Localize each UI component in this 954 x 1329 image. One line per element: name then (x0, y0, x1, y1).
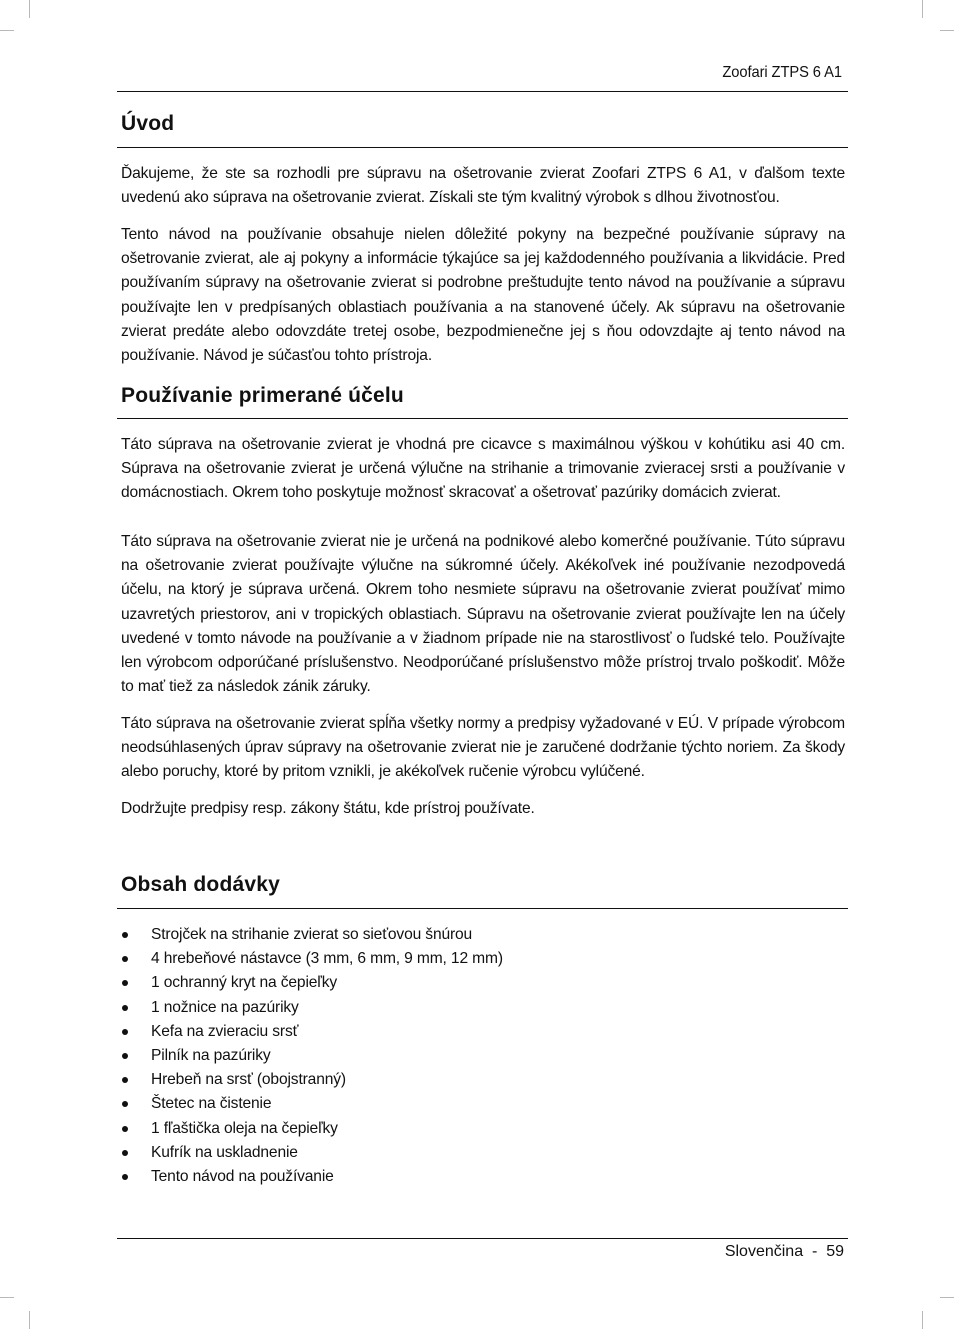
header-rule (117, 91, 848, 92)
list-item: Štetec na čistenie (121, 1092, 503, 1116)
section-title-package-contents: Obsah dodávky (121, 873, 280, 896)
paragraph: Táto súprava na ošetrovanie zvierat nie je určená na podnikové alebo komerčné používanie. Túto súpravu na ošetrovanie zvierat používajte výlučne na súkromné účely. Akékoľvek iné používanie nezodpovedá účelu, na ktorý je súprava určená. Okrem toho nesmiete súpravu na ošetrovanie zvierat používať mimo uzavretých priestorov, ani v tropických oblastiach. Súpravu na ošetrovanie zvierat používajte len na účely uvedené v tomto návode na používanie a v žiadnom prípade nie na starostlivosť o ľudské telo. Používajte len výrobcom odporúčané príslušenstvo. Neodporúčané príslušenstvo môže prístroj trvalo poškodiť. Môže to mať tiež za následok zánik záruky. (121, 533, 845, 696)
footer-language: Slovenčina (724, 1243, 804, 1260)
package-contents-list (121, 923, 503, 1189)
crop-mark (29, 1311, 30, 1329)
crop-mark (922, 0, 923, 18)
bullet-icon (122, 1150, 128, 1156)
bullet-icon (122, 1077, 128, 1083)
list-item: 4 hrebeňové nástavce (3 mm, 6 mm, 9 mm, 12 mm) (121, 947, 503, 971)
list-item: 1 fľaštička oleja na čepieľky (121, 1117, 503, 1141)
crop-mark (940, 1297, 954, 1298)
page-number: 59 (826, 1243, 844, 1260)
crop-mark (0, 1297, 14, 1298)
crop-mark (940, 30, 954, 31)
page-footer: Slovenčina - 59 (724, 1243, 844, 1260)
bullet-icon (122, 956, 128, 962)
paragraph: Táto súprava na ošetrovanie zvierat spĺňa všetky normy a predpisy vyžadované v EÚ. V prípade výrobcom neodsúhlasených úprav súpravy na ošetrovanie zvierat nie je zaručené dodržanie týchto noriem. Za škody alebo poruchy, ktoré by pritom vznikli, je akékoľvek ručenie výrobcu vylúčené. (121, 715, 845, 781)
bullet-icon (122, 1126, 128, 1132)
section-rule (117, 908, 848, 909)
list-item: 1 nožnice na pazúriky (121, 996, 503, 1020)
list-item: Strojček na strihanie zvierat so sieťovou šnúrou (121, 923, 503, 947)
list-item: Tento návod na používanie (121, 1165, 503, 1189)
footer-rule (117, 1238, 848, 1239)
section-rule (117, 147, 848, 148)
paragraph: Táto súprava na ošetrovanie zvierat je vhodná pre cicavce s maximálnou výškou v kohútiku asi 40 cm. Súprava na ošetrovanie zvierat je určená výlučne na strihanie a trimovanie zvieracej srsti a používanie v domácnostiach. Okrem toho poskytuje možnosť skracovať a ošetrovať pazúriky domácich zvierat. (121, 436, 845, 502)
paragraph: Tento návod na používanie obsahuje nielen dôležité pokyny na bezpečné používanie súpravy na ošetrovanie zvierat, ale aj pokyny a informácie týkajúce sa jej každodenného používania a likvidácie. Pred používaním súpravy na ošetrovanie zvierat si podrobne preštudujte tento návod na používanie a súpravu používajte len v predpísaných oblastiach používania a na stanovené účely. Ak súpravu na ošetrovanie zvierat predáte alebo odovzdáte tretej osobe, bezpodmienečne jej s ňou odovzdajte aj tento návod na používanie. Návod je súčasťou tohto prístroja. (121, 226, 845, 365)
crop-mark (0, 30, 14, 31)
paragraph: Dodržujte predpisy resp. zákony štátu, kde prístroj používate. (121, 800, 535, 817)
running-header: Zoofari ZTPS 6 A1 (722, 64, 842, 81)
bullet-icon (122, 1101, 128, 1107)
crop-mark (29, 0, 30, 18)
section-rule (117, 418, 848, 419)
bullet-icon (122, 932, 128, 938)
paragraph: Ďakujeme, že ste sa rozhodli pre súpravu na ošetrovanie zvierat Zoofari ZTPS 6 A1, v ďalšom texte uvedenú ako súprava na ošetrovanie zvierat. Získali ste tým kvalitný výrobok s dlhou životnosťou. (121, 165, 845, 207)
list-item: Hrebeň na srsť (obojstranný) (121, 1068, 503, 1092)
list-item: 1 ochranný kryt na čepieľky (121, 971, 503, 995)
list-item: Pilník na pazúriky (121, 1044, 503, 1068)
list-item: Kufrík na uskladnenie (121, 1141, 503, 1165)
footer-separator (803, 1243, 812, 1260)
bullet-icon (122, 980, 128, 986)
bullet-icon (122, 1029, 128, 1035)
section-title-intended-use: Používanie primerané účelu (121, 384, 404, 407)
bullet-icon (122, 1174, 128, 1180)
bullet-icon (122, 1053, 128, 1059)
crop-mark (922, 1311, 923, 1329)
bullet-icon (122, 1005, 128, 1011)
list-item: Kefa na zvieraciu srsť (121, 1020, 503, 1044)
section-title-uvod: Úvod (121, 112, 175, 135)
